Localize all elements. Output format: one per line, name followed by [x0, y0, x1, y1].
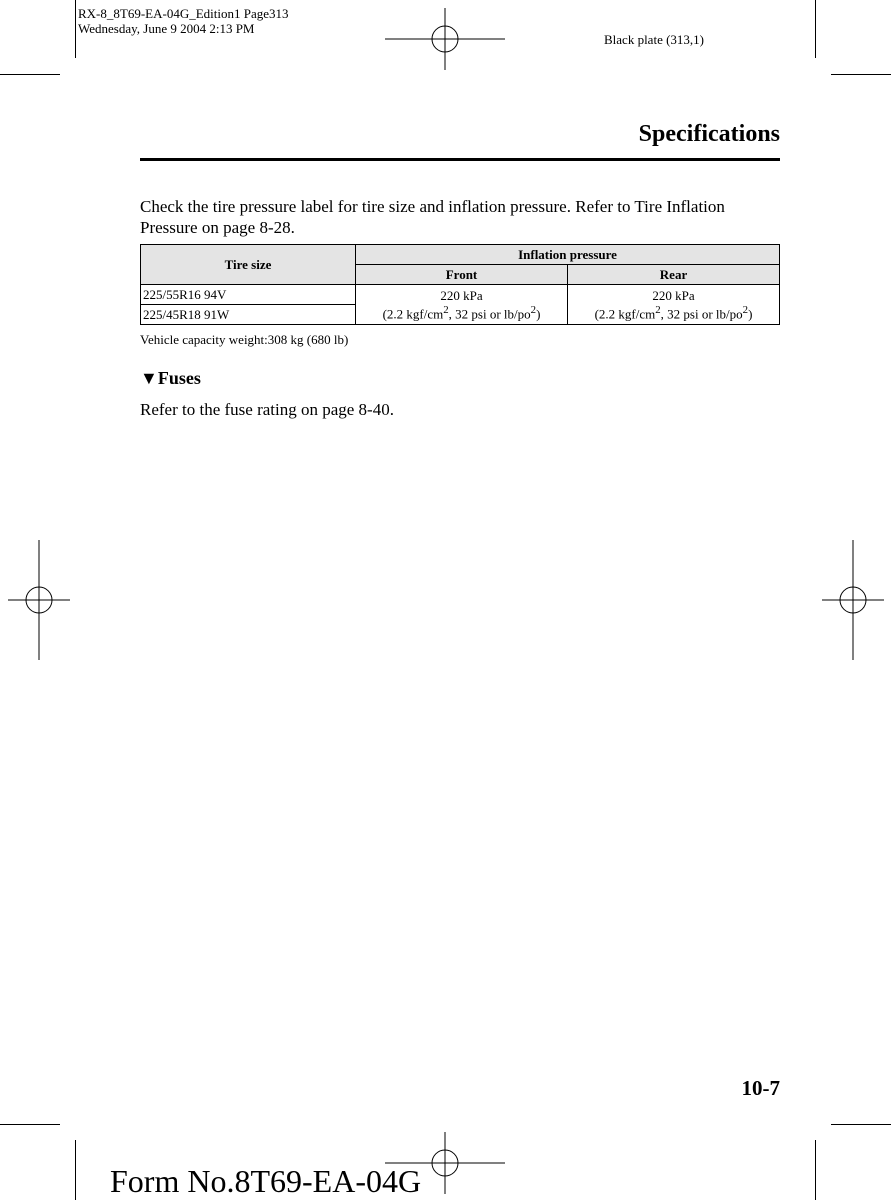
title-rule: [140, 158, 780, 161]
inflation-pressure-header: Inflation pressure: [356, 245, 780, 265]
print-job-line: RX-8_8T69-EA-04G_Edition1 Page313: [78, 6, 289, 21]
crop-mark-bottom-right-horizontal: [831, 1124, 891, 1125]
fuses-heading: [140, 368, 201, 389]
rear-header: Rear: [568, 265, 780, 285]
page-number: 10-7: [741, 1076, 780, 1100]
crop-mark-bottom-left-horizontal: [0, 1124, 60, 1125]
tire-size-cell: 225/45R18 91W: [141, 305, 356, 325]
front-pressure-cell: [356, 285, 568, 325]
front-header: Front: [356, 265, 568, 285]
tire-size-cell: 225/55R16 94V: [141, 285, 356, 305]
registration-mark-left: [8, 540, 70, 660]
registration-mark-right: [822, 540, 884, 660]
crop-mark-bottom-left-vertical: [75, 1140, 76, 1200]
fuses-heading-text: Fuses: [157, 368, 201, 388]
section-title: Specifications: [638, 121, 780, 147]
triangle-down-icon: ▼: [140, 368, 158, 388]
rear-pressure-cell: [568, 285, 780, 325]
rear-pressure-detail: (2.2 kgf/$cm^2$, 32 psi or $lb/po^2$): [594, 303, 753, 322]
capacity-note: Vehicle capacity weight:308 kg (680 lb): [140, 332, 349, 347]
rear-pressure-value: 220 kPa: [652, 287, 695, 303]
registration-mark-top: [385, 8, 505, 70]
crop-mark-top-right-vertical: [815, 0, 816, 58]
crop-mark-top-left-horizontal: [0, 74, 60, 75]
crop-mark-top-right-horizontal: [831, 74, 891, 75]
form-number: Form No.8T69-EA-04G: [110, 1163, 422, 1199]
fuses-text: Refer to the fuse rating on page 8-40.: [140, 400, 394, 419]
print-job-info: [78, 6, 289, 36]
tire-pressure-table: [140, 244, 780, 325]
front-pressure-detail: (2.2 kgf/$cm^2$, 32 psi or $lb/po^2$): [382, 303, 541, 322]
table-row: [141, 285, 780, 305]
print-date-line: Wednesday, June 9 2004 2:13 PM: [78, 21, 255, 36]
tire-size-header: Tire size: [141, 245, 356, 285]
intro-paragraph: Check the tire pressure label for tire size and inflation pressure. Refer to Tire Inflation Pressure on page 8-28.: [140, 197, 725, 237]
crop-mark-top-left-vertical: [75, 0, 76, 58]
plate-label: Black plate (313,1): [604, 32, 704, 47]
front-pressure-value: 220 kPa: [440, 287, 483, 303]
crop-mark-bottom-right-vertical: [815, 1140, 816, 1200]
